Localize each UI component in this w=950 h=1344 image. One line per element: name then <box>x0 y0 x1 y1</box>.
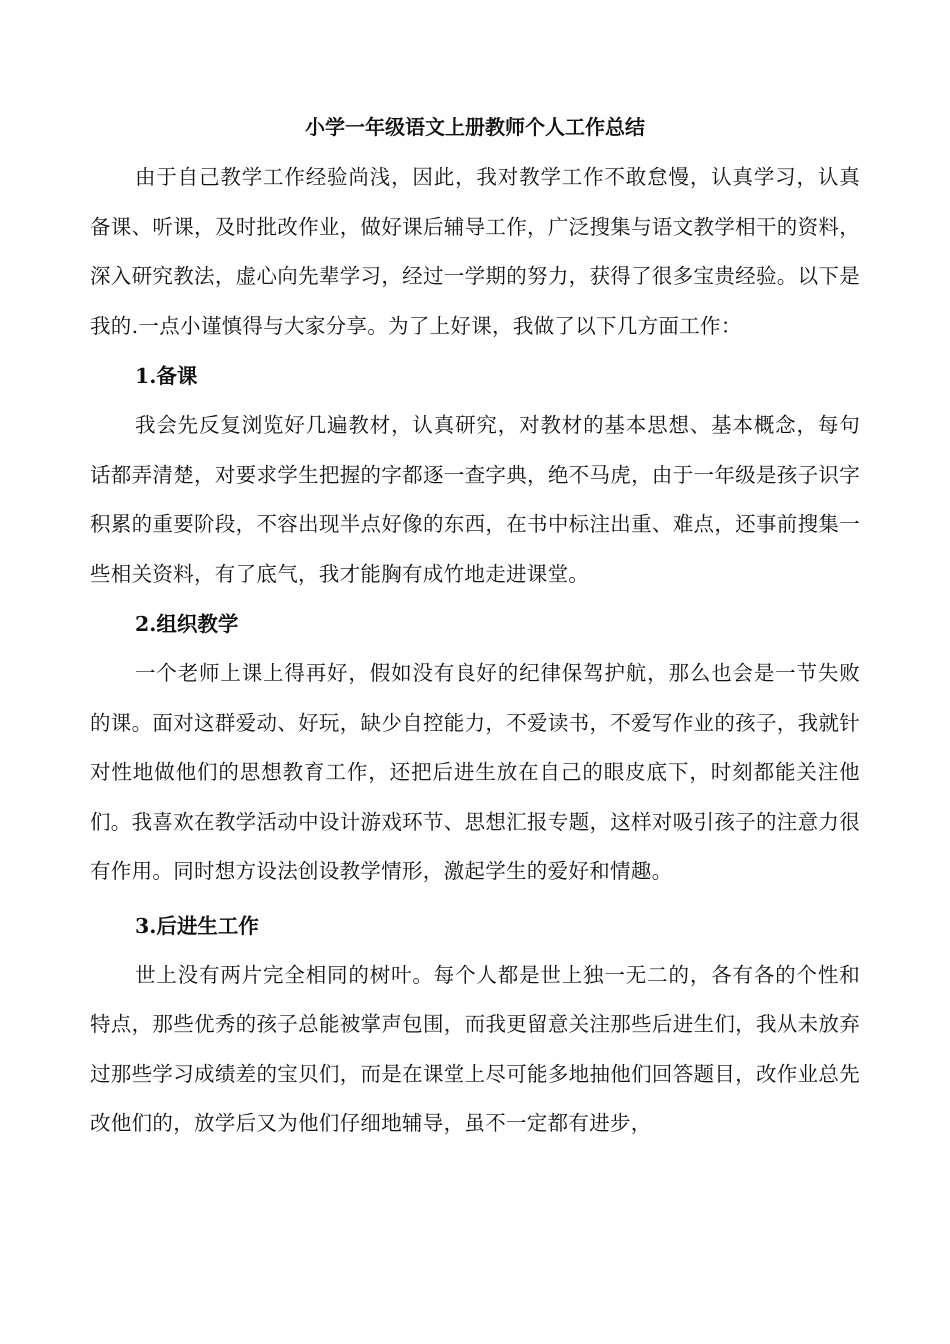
document-title: 小学一年级语文上册教师个人工作总结 <box>305 115 645 139</box>
intro-paragraph: 由于自己教学工作经验尚浅，因此，我对教学工作不敢怠慢，认真学习，认真备课、听课，及时批改作业，做好课后辅导工作，广泛搜集与语文教学相干的资料，深入研究教法，虚心向先辈学习，经过一学期的努力，获得了很多宝贵经验。以下是我的.一点小谨慎得与大家分享。为了上好课，我做了以下几方面工作： <box>90 165 860 338</box>
section-heading-3: 3.后进生工作 <box>135 913 259 938</box>
document-body <box>90 153 860 1149</box>
section-paragraph-1: 我会先反复浏览好几遍教材，认真研究，对教材的基本思想、基本概念，每句话都弄清楚，对要求学生把握的字都逐一查字典，绝不马虎，由于一年级是孩子识字积累的重要阶段，不容出现半点好像的东西，在书中标注出重、难点，还事前搜集一些相关资料，有了底气，我才能胸有成竹地走进课堂。 <box>90 413 860 586</box>
section-paragraph-2: 一个老师上课上得再好，假如没有良好的纪律保驾护航，那么也会是一节失败的课。面对这群爱动、好玩，缺少自控能力，不爱读书，不爱写作业的孩子，我就针对性地做他们的思想教育工作，还把后进生放在自己的眼皮底下，时刻都能关注他们。我喜欢在教学活动中设计游戏环节、思想汇报专题，这样对吸引孩子的注意力很有作用。同时想方设法创设教学情形，激起学生的爱好和情趣。 <box>90 661 860 883</box>
section-heading-1: 1.备课 <box>135 364 198 388</box>
section-heading-2: 2.组织教学 <box>135 612 239 636</box>
section-paragraph-3: 世上没有两片完全相同的树叶。每个人都是世上独一无二的，各有各的个性和特点，那些优秀的孩子总能被掌声包围，而我更留意关注那些后进生们，我从未放弃过那些学习成绩差的宝贝们，而是在课堂上尽可能多地抽他们回答题目，改作业总先改他们的，放学后又为他们仔细地辅导，虽不一定都有进步， <box>90 962 860 1135</box>
